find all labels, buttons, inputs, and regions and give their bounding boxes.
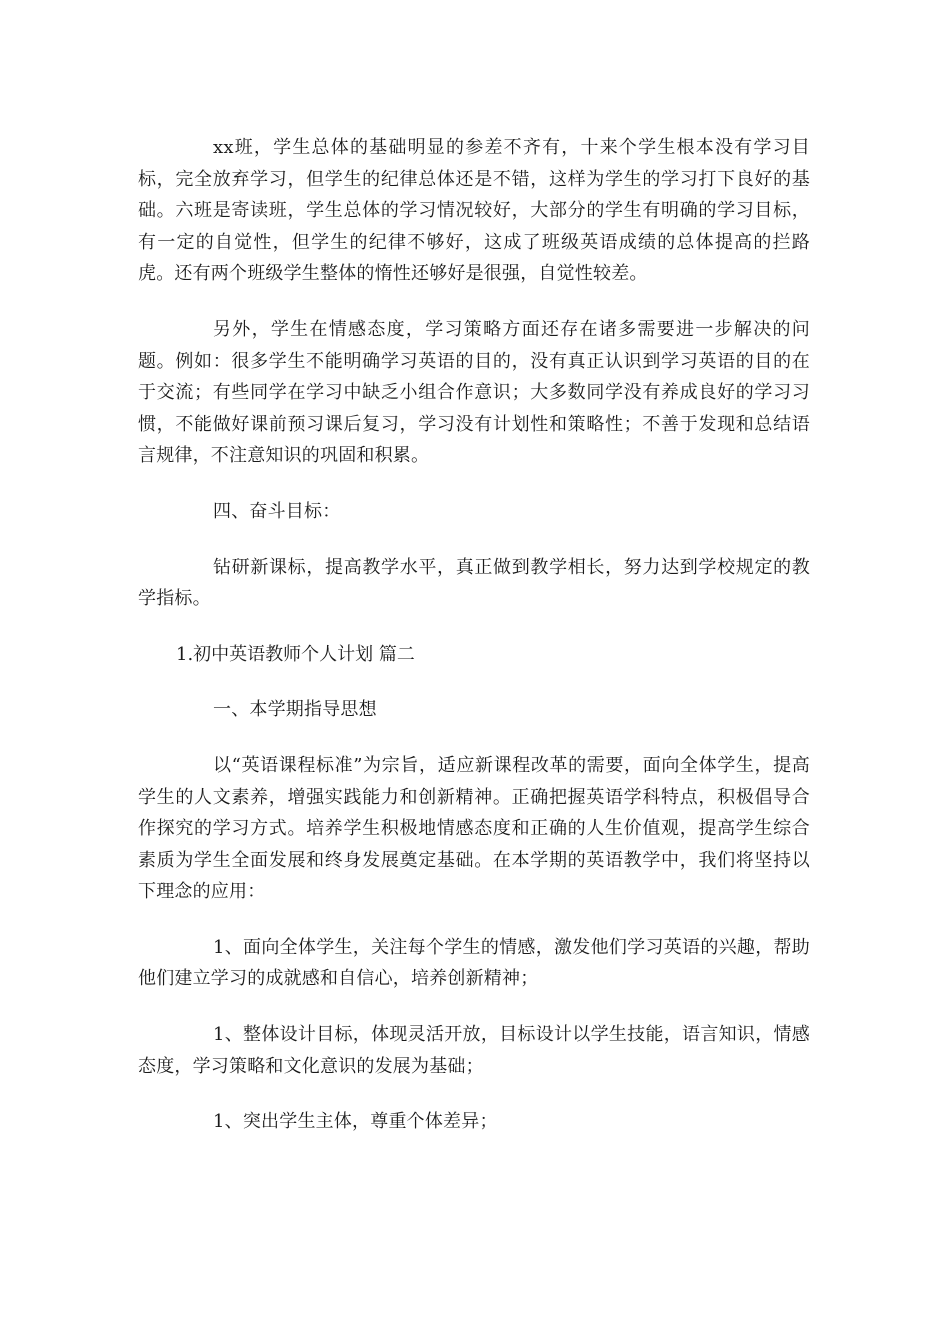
section-title: 1.初中英语教师个人计划 篇二 — [176, 643, 415, 665]
heading-goals: 四、奋斗目标： — [213, 500, 341, 522]
paragraph-gap — [138, 1082, 810, 1106]
paragraph-gap — [138, 528, 810, 552]
heading-guiding-thought: 一、本学期指导思想 — [213, 699, 377, 721]
paragraph-principle-1: 1、面向全体学生，关注每个学生的情感，激发他们学习英语的兴趣，帮助他们建立学习的成就感和自信心，培养创新精神； — [138, 936, 810, 990]
paragraph-class-situation: xx班，学生总体的基础明显的参差不齐有，十来个学生根本没有学习目标，完全放弃学习，但学生的纪律总体还是不错，这样为学生的学习打下良好的基础。六班是寄读班，学生总体的学习情况较好，大部分的学生有明确的学习目标，有一定的自觉性，但学生的纪律不够好，这成了班级英语成绩的总体提高的拦路虎。还有两个班级学生整体的惰性还够好是很强，自觉性较差。 — [138, 137, 810, 285]
paragraph-principle-3: 1、突出学生主体，尊重个体差异； — [213, 1111, 498, 1133]
paragraph-gap — [138, 472, 810, 496]
paragraph-gap — [138, 670, 810, 694]
paragraph-principle-2: 1、整体设计目标，体现灵活开放，目标设计以学生技能，语言知识，情感态度，学习策略和文化意识的发展为基础； — [138, 1024, 810, 1077]
paragraph-gap — [138, 290, 810, 314]
document-body — [138, 132, 810, 1138]
paragraph-gap — [138, 908, 810, 932]
paragraph-student-attitude: 另外，学生在情感态度，学习策略方面还存在诸多需要进一步解决的问题。例如：很多学生不能明确学习英语的目的，没有真正认识到学习英语的目的在于交流；有些同学在学习中缺乏小组合作意识；大多数同学没有养成良好的学习习惯，不能做好课前预习课后复习，学习没有计划性和策略性；不善于发现和总结语言规律，不注意知识的巩固和积累。 — [138, 318, 810, 467]
paragraph-gap — [138, 995, 810, 1019]
paragraph-gap — [138, 615, 810, 639]
paragraph-guiding-thought: 以“英语课程标准”为宗旨，适应新课程改革的需要，面向全体学生，提高学生的人文素养，增强实践能力和创新精神。正确把握英语学科特点，积极倡导合作探究的学习方式。培养学生积极地情感态度和正确的人生价值观，提高学生综合素质为学生全面发展和终身发展奠定基础。在本学期的英语教学中，我们将坚持以下理念的应用： — [138, 754, 810, 903]
paragraph-goals: 钻研新课标，提高教学水平，真正做到教学相长，努力达到学校规定的教学指标。 — [138, 556, 810, 610]
paragraph-gap — [138, 726, 810, 750]
